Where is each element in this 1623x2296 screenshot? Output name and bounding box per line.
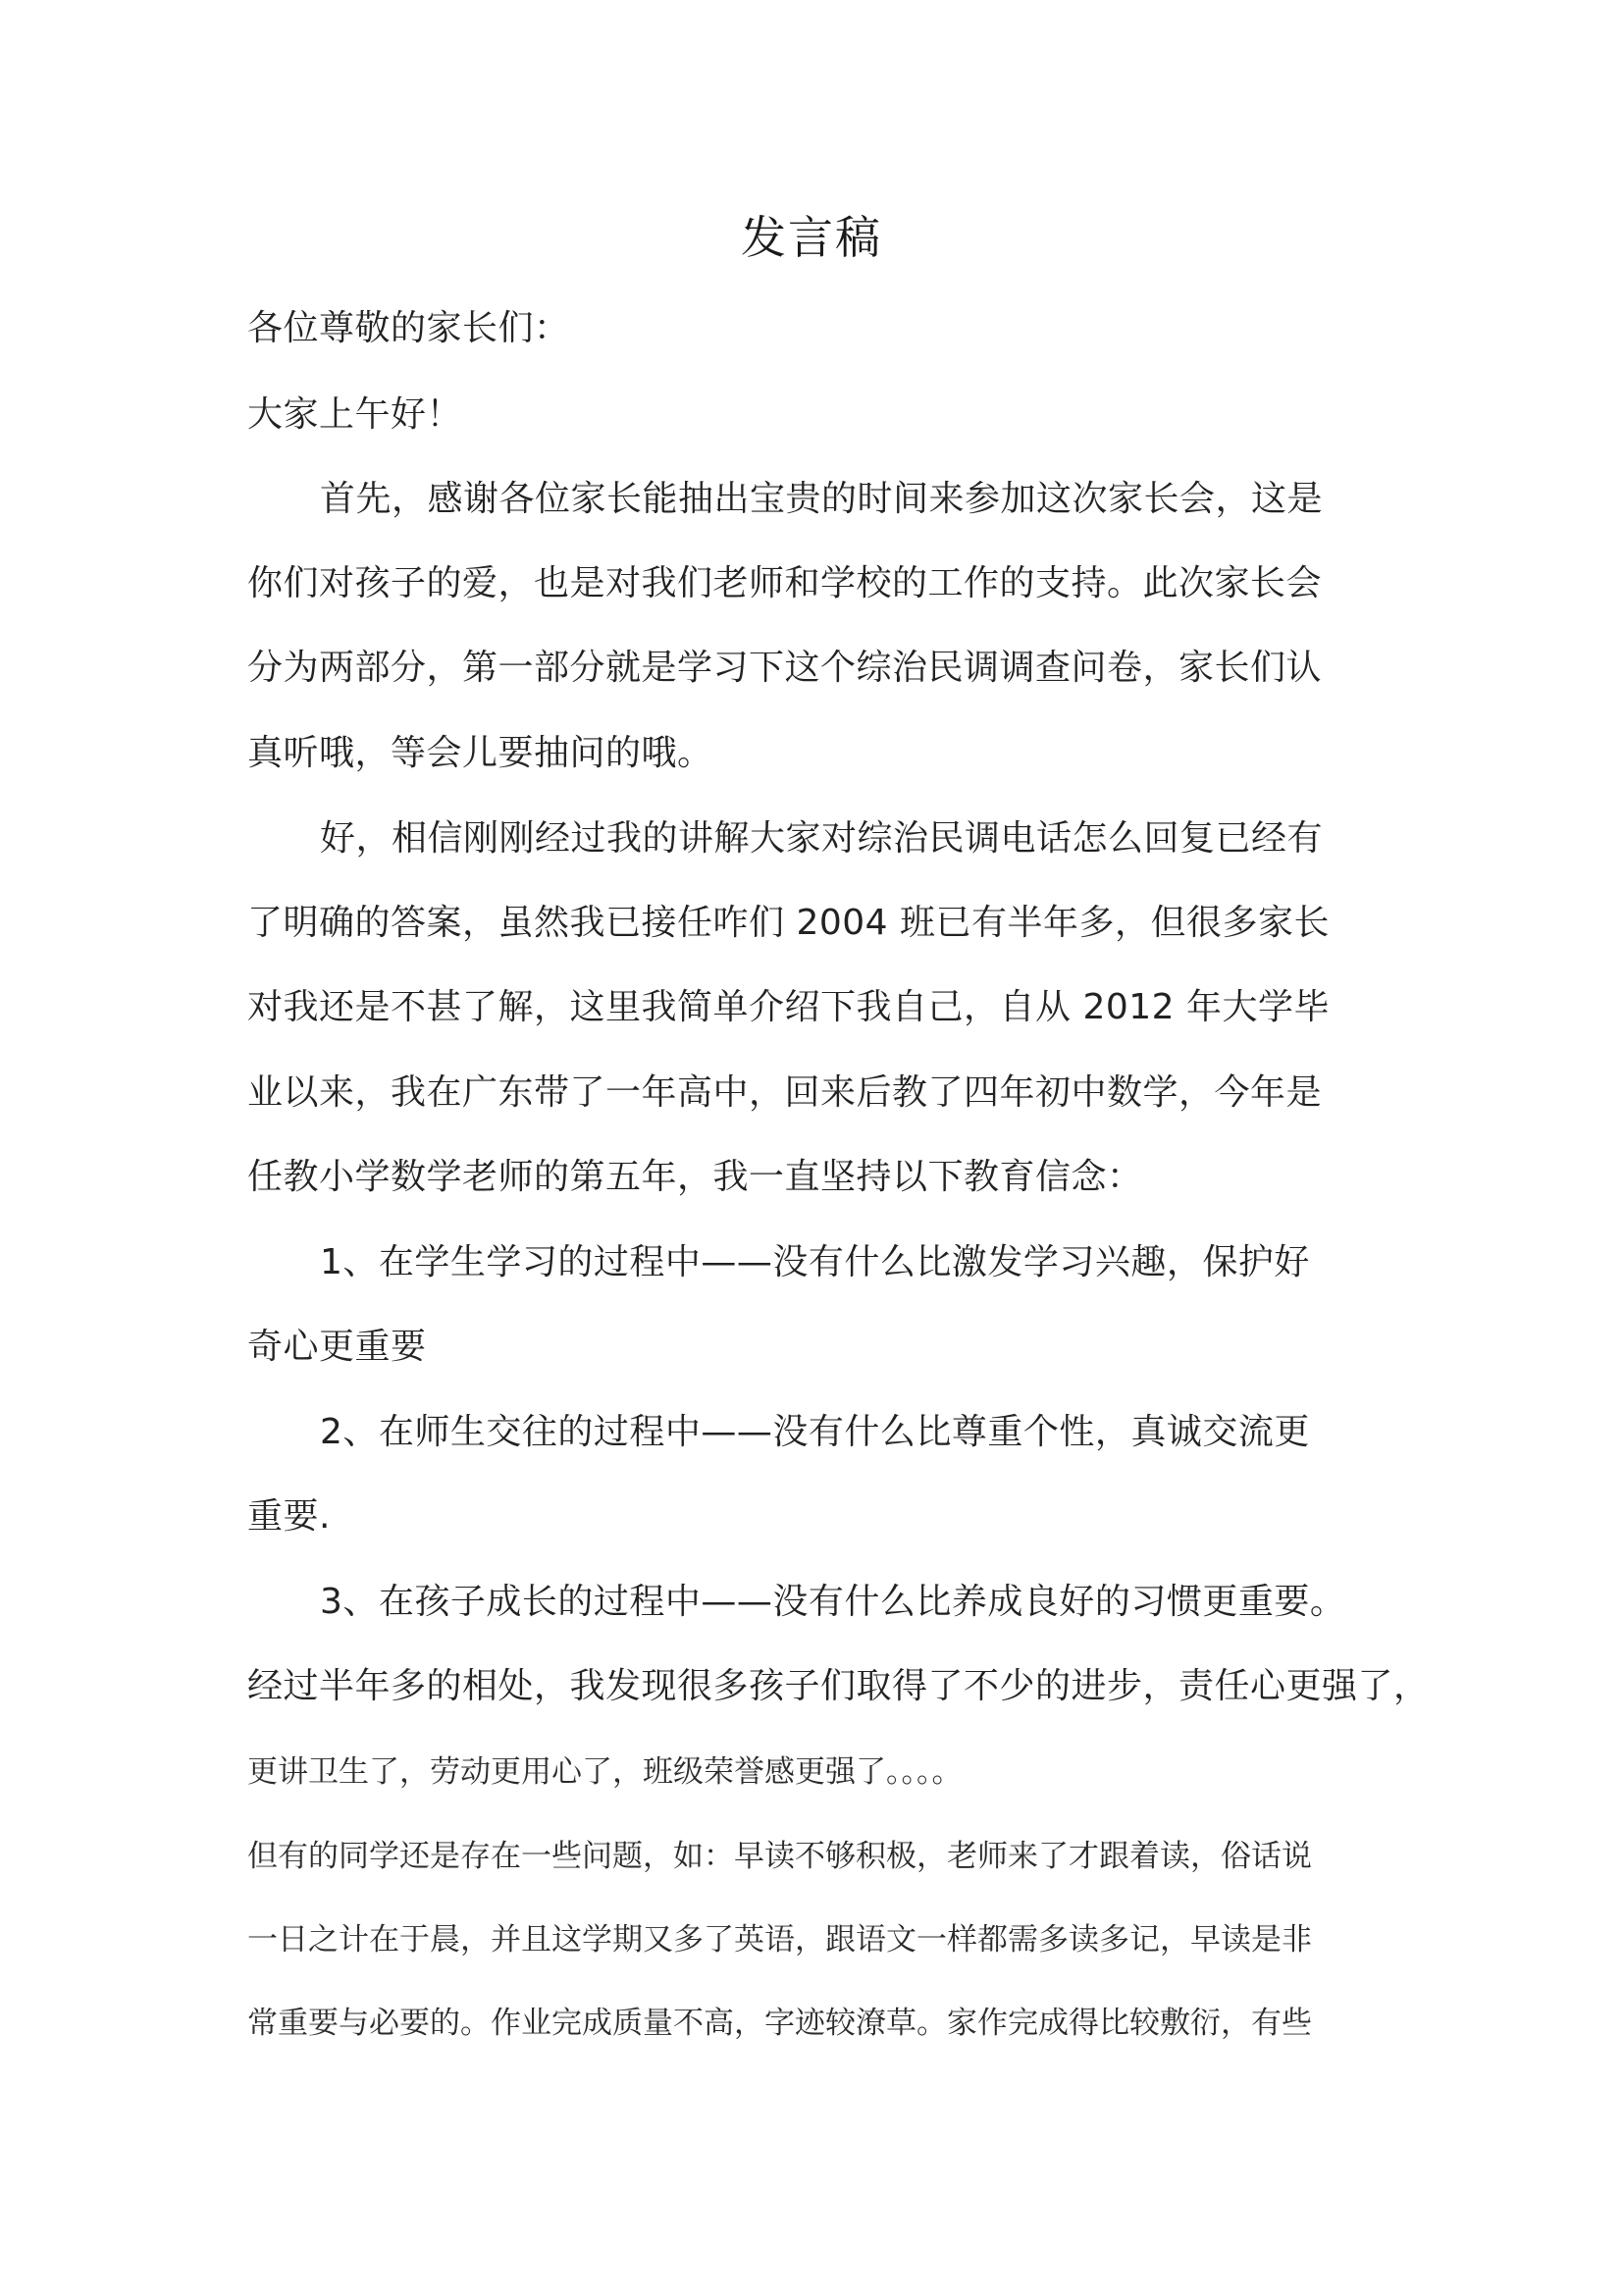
paragraph-line: 首先，感谢各位家长能抽出宝贵的时间来参加这次家长会，这是 [320, 479, 1324, 519]
paragraph-line: 真听哦，等会儿要抽问的哦。 [247, 733, 713, 773]
salutation-line: 各位尊敬的家长们： [247, 308, 570, 348]
paragraph-line: 对我还是不甚了解，这里我简单介绍下我自己，自从 2012 年大学毕 [247, 987, 1331, 1027]
paragraph-line: 你们对孩子的爱，也是对我们老师和学校的工作的支持。此次家长会 [247, 563, 1323, 603]
belief-item-1-cont: 奇心更重要 [247, 1327, 427, 1367]
paragraph-line: 好，相信刚刚经过我的讲解大家对综治民调电话怎么回复已经有 [320, 818, 1324, 859]
document-title: 发言稿 [741, 211, 882, 264]
paragraph-line: 了明确的答案，虽然我已接任咋们 2004 班已有半年多，但很多家长 [247, 903, 1331, 943]
paragraph-line: 分为两部分，第一部分就是学习下这个综治民调调查问卷，家长们认 [247, 648, 1323, 688]
belief-item-2-cont: 重要. [247, 1496, 331, 1537]
paragraph-line: 一日之计在于晨，并且这学期又多了英语，跟语文一样都需多读多记，早读是非 [247, 1922, 1312, 1957]
greeting-line: 大家上午好！ [247, 394, 463, 435]
paragraph-line: 常重要与必要的。作业完成质量不高，字迹较潦草。家作完成得比较敷衍，有些 [247, 2006, 1312, 2041]
paragraph-line: 业以来，我在广东带了一年高中，回来后教了四年初中数学，今年是 [247, 1072, 1323, 1113]
paragraph-line: 任教小学数学老师的第五年，我一直坚持以下教育信念： [247, 1157, 1143, 1197]
belief-item-1: 1、在学生学习的过程中——没有什么比激发学习兴趣，保护好 [320, 1242, 1310, 1282]
belief-item-2: 2、在师生交往的过程中——没有什么比尊重个性，真诚交流更 [320, 1412, 1310, 1452]
paragraph-line: 但有的同学还是存在一些问题，如：早读不够积极，老师来了才跟着读，俗话说 [247, 1839, 1312, 1874]
belief-item-3: 3、在孩子成长的过程中——没有什么比养成良好的习惯更重要。 [320, 1582, 1346, 1622]
paragraph-line: 更讲卫生了，劳动更用心了，班级荣誉感更强了。。。。 [247, 1754, 963, 1790]
paragraph-line: 经过半年多的相处，我发现很多孩子们取得了不少的进步，责任心更强了， [247, 1666, 1430, 1706]
